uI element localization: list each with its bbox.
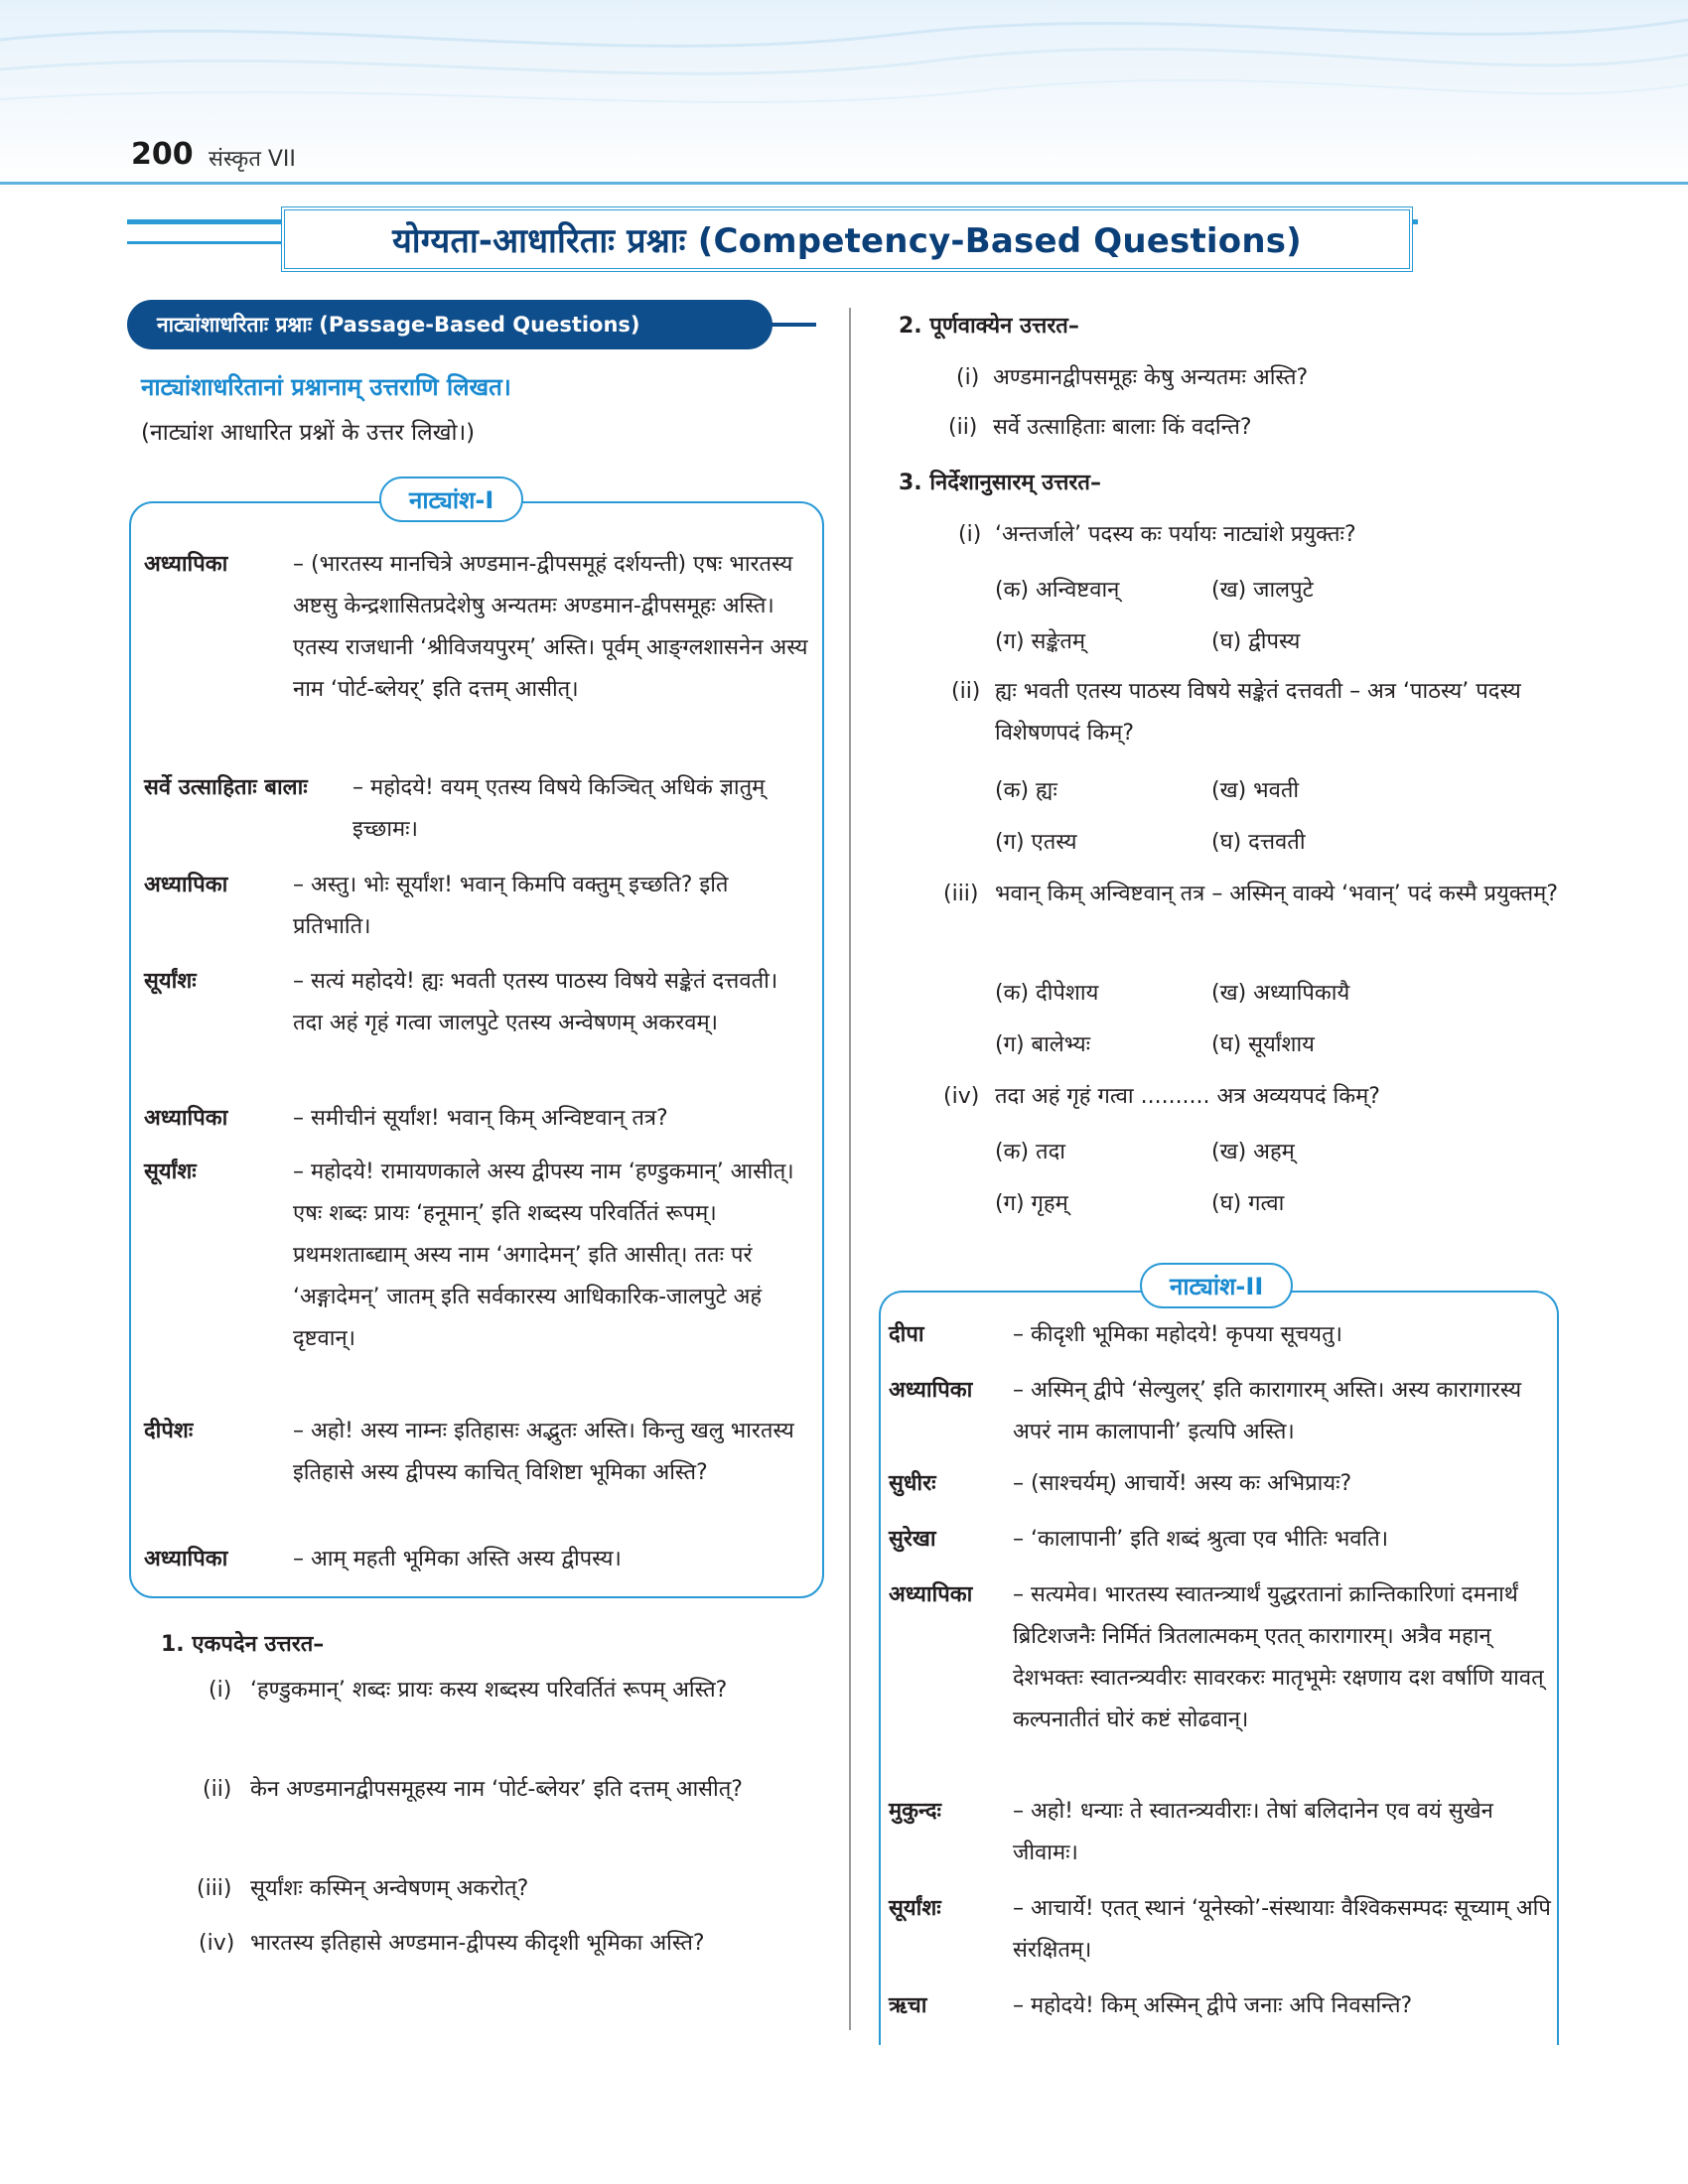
question-text: अण्डमानद्वीपसमूहः केषु अन्यतमः अस्ति? (993, 365, 1309, 390)
instruction: नाट्यांशाधरितानां प्रश्नानाम् उत्तराणि लिखत। (141, 373, 511, 401)
dialogue-text: – महोदये! वयम् एतस्य विषये किञ्चित् अधिकं ज्ञातुम् इच्छामः। (352, 775, 766, 842)
dialogue-text: – (साश्चर्यम्) आचार्ये! अस्य कः अभिप्रायः? (1013, 1471, 1352, 1496)
dialogue-text: – महोदये! किम् अस्मिन् द्वीपे जनाः अपि निवसन्ति? (1013, 1993, 1413, 2018)
option: (ग) एतस्य (995, 830, 1077, 855)
option: (ख) भवती (1211, 778, 1300, 803)
speaker: सूर्यांशः (889, 1896, 941, 1921)
header-rule (0, 182, 1688, 185)
book-title: संस्कृत VII (209, 147, 296, 172)
option: (क) ह्यः (995, 778, 1057, 803)
option: (ख) जालपुटे (1211, 578, 1314, 603)
option: (घ) द्वीपस्य (1211, 629, 1301, 654)
item-number: (ii) (203, 1777, 232, 1802)
dialogue-text: – महोदये! रामायणकाले अस्य द्वीपस्य नाम ‘हण्डुकमान्’ आसीत्। एषः शब्दः प्रायः ‘हनूमान्’ इति शब्दस्य परिवर्तितं रूपम्। प्रथमशताब्द्याम् अस्य नाम ‘अगादेमन्’ इति आसीत्। ततः परं ‘अङ्गादेमन्’ जातम् इति सर्वकारस्य आधिकारिक-जालपुटे अहं दृष्टवान्। (293, 1160, 794, 1351)
speaker: दीपेशः (144, 1419, 194, 1443)
speaker: अध्यापिका (144, 873, 228, 897)
option: (ख) अहम् (1211, 1140, 1295, 1164)
question-text: सूर्यांशः कस्मिन् अन्वेषणम् अकरोत्? (250, 1876, 529, 1901)
question-text: ह्यः भवती एतस्य पाठस्य विषये सङ्केतं दत्तवती – अत्र ‘पाठस्य’ पदस्य विशेषणपदं किम्? (995, 679, 1521, 746)
option: (ग) सङ्केतम् (995, 629, 1086, 654)
dialogue-text: – अस्मिन् द्वीपे ‘सेल्युलर्’ इति कारागारम् अस्ति। अस्य कारागारस्य अपरं नाम कालापानी’ इत्यपि अस्ति। (1013, 1378, 1522, 1444)
dialogue-text: – आचार्ये! एतत् स्थानं ‘यूनेस्को’-संस्थायाः वैश्विकसम्पदः सूच्याम् अपि संरक्षितम्। (1013, 1896, 1551, 1963)
question-text: भारतस्य इतिहासे अण्डमान-द्वीपस्य कीदृशी भूमिका अस्ति? (250, 1931, 705, 1956)
question-text: तदा अहं गृहं गत्वा .......... अत्र अव्ययपदं किम्? (995, 1084, 1380, 1109)
option: (ग) गृहम् (995, 1191, 1068, 1216)
option: (क) अन्विष्टवान् (995, 578, 1120, 603)
dialogue-text: – ‘कालापानी’ इति शब्दं श्रुत्वा एव भीतिः भवति। (1013, 1527, 1389, 1552)
dialogue-text: – सत्यमेव। भारतस्य स्वातन्त्र्यार्थं युद्धरतानां क्रान्तिकारिणां दमनार्थं ब्रिटिशजनैः निर्मितं त्रितलात्मकम् एतत् कारागारम्। अत्रैव महान् देशभक्तः स्वातन्त्र्यवीरः सावरकरः मातृभूमेः रक्षणाय दश वर्षाणि यावत् कल्पनातीतं घोरं कष्टं सोढवान्। (1013, 1582, 1544, 1732)
item-number: (iii) (197, 1876, 232, 1901)
dialogue-text: – आम् महती भूमिका अस्ति अस्य द्वीपस्य। (293, 1547, 622, 1571)
instruction-hindi: (नाट्यांश आधारित प्रश्नों के उत्तर लिखो।) (141, 420, 476, 446)
column-divider (849, 308, 851, 2030)
speaker: सर्वे उत्साहिताः बालाः (144, 775, 308, 800)
q3-heading: 3. निर्देशानुसारम् उत्तरत– (899, 471, 1101, 495)
speaker: सुरेखा (889, 1527, 936, 1552)
item-number: (iv) (943, 1084, 980, 1109)
option: (ग) बालेभ्यः (995, 1032, 1091, 1057)
item-number: (iv) (199, 1931, 235, 1956)
question-text: ‘अन्तर्जाले’ पदस्य कः पर्यायः नाट्यांशे प्रयुक्तः? (995, 522, 1356, 547)
dialogue-text: – (भारतस्य मानचित्रे अण्डमान-द्वीपसमूहं दर्शयन्ती) एषः भारतस्य अष्टसु केन्द्रशासितप्रदेशेषु अन्यतमः अण्डमान-द्वीपसमूहः अस्ति। एतस्य राजधानी ‘श्रीविजयपुरम्’ अस्ति। पूर्वम् आङ्ग्लशासनेन अस्य नाम ‘पोर्ट-ब्लेयर्’ इति दत्तम् आसीत्। (293, 552, 808, 702)
speaker: अध्यापिका (144, 1106, 228, 1131)
title-rule-left-thin (127, 241, 281, 244)
option: (घ) सूर्यांशाय (1211, 1032, 1315, 1057)
dialogue-text: – अस्तु। भोः सूर्यांश! भवान् किमपि वक्तुम् इच्छति? इति प्रतिभाति। (293, 873, 729, 939)
item-number: (i) (956, 365, 980, 390)
passage-2-label: नाट्यांश-II (1140, 1263, 1293, 1308)
item-number: (ii) (948, 415, 978, 440)
item-number: (iii) (943, 882, 979, 906)
speaker: अध्यापिका (889, 1582, 973, 1607)
option: (ख) अध्यापिकायै (1211, 981, 1350, 1006)
passage-based-pill: नाट्यांशाधरिताः प्रश्नाः (Passage-Based Questions) (127, 300, 773, 349)
option: (घ) दत्तवती (1211, 830, 1306, 855)
speaker: सूर्यांशः (144, 969, 197, 994)
dialogue-text: – अहो! धन्याः ते स्वातन्त्र्यवीराः। तेषां बलिदानेन एव वयं सुखेन जीवामः। (1013, 1799, 1493, 1865)
section-title-banner (127, 206, 1418, 272)
speaker: अध्यापिका (144, 552, 228, 577)
speaker: सूर्यांशः (144, 1160, 197, 1184)
question-text: भवान् किम् अन्विष्टवान् तत्र – अस्मिन् वाक्ये ‘भवान्’ पदं कस्मै प्रयुक्तम्? (995, 882, 1558, 906)
dialogue-text: – समीचीनं सूर्यांश! भवान् किम् अन्विष्टवान् तत्र? (293, 1106, 668, 1131)
dialogue-text: – अहो! अस्य नाम्नः इतिहासः अद्भुतः अस्ति। किन्तु खलु भारतस्य इतिहासे अस्य द्वीपस्य काचित् विशिष्टा भूमिका अस्ति? (293, 1419, 794, 1485)
q2-heading: 2. पूर्णवाक्येन उत्तरत– (899, 314, 1079, 339)
option: (क) दीपेशाय (995, 981, 1099, 1006)
item-number: (i) (958, 522, 982, 547)
option: (घ) गत्वा (1211, 1191, 1285, 1216)
question-text: केन अण्डमानद्वीपसमूहस्य नाम ‘पोर्ट-ब्लेयर’ इति दत्तम् आसीत्? (250, 1777, 743, 1802)
question-text: ‘हण्डुकमान्’ शब्दः प्रायः कस्य शब्दस्य परिवर्तितं रूपम् अस्ति? (250, 1678, 728, 1703)
section-title: योग्यता-आधारिताः प्रश्नाः (Competency-Based Questions) (281, 206, 1413, 272)
speaker: अध्यापिका (144, 1547, 228, 1571)
speaker: अध्यापिका (889, 1378, 973, 1403)
item-number: (i) (209, 1678, 232, 1703)
question-text: सर्वे उत्साहिताः बालाः किं वदन्ति? (993, 415, 1252, 440)
speaker: ऋचा (889, 1993, 927, 2018)
q1-heading: 1. एकपदेन उत्तरत– (161, 1632, 325, 1657)
dialogue-text: – सत्यं महोदये! ह्यः भवती एतस्य पाठस्य विषये सङ्केतं दत्तवती। तदा अहं गृहं गत्वा जालपुटे एतस्य अन्वेषणम् अकरवम्। (293, 969, 778, 1035)
speaker: सुधीरः (889, 1471, 936, 1496)
passage-1-label: नाट्यांश-I (379, 477, 523, 522)
speaker: मुकुन्दः (889, 1799, 941, 1824)
dialogue-text: – कीदृशी भूमिका महोदये! कृपया सूचयतु। (1013, 1322, 1342, 1347)
speaker: दीपा (889, 1322, 924, 1347)
title-rule-right (1413, 219, 1418, 224)
title-rule-left (127, 219, 281, 224)
item-number: (ii) (951, 679, 981, 704)
pill-rule (765, 323, 816, 327)
option: (क) तदा (995, 1140, 1065, 1164)
page-number: 200 (131, 137, 194, 172)
